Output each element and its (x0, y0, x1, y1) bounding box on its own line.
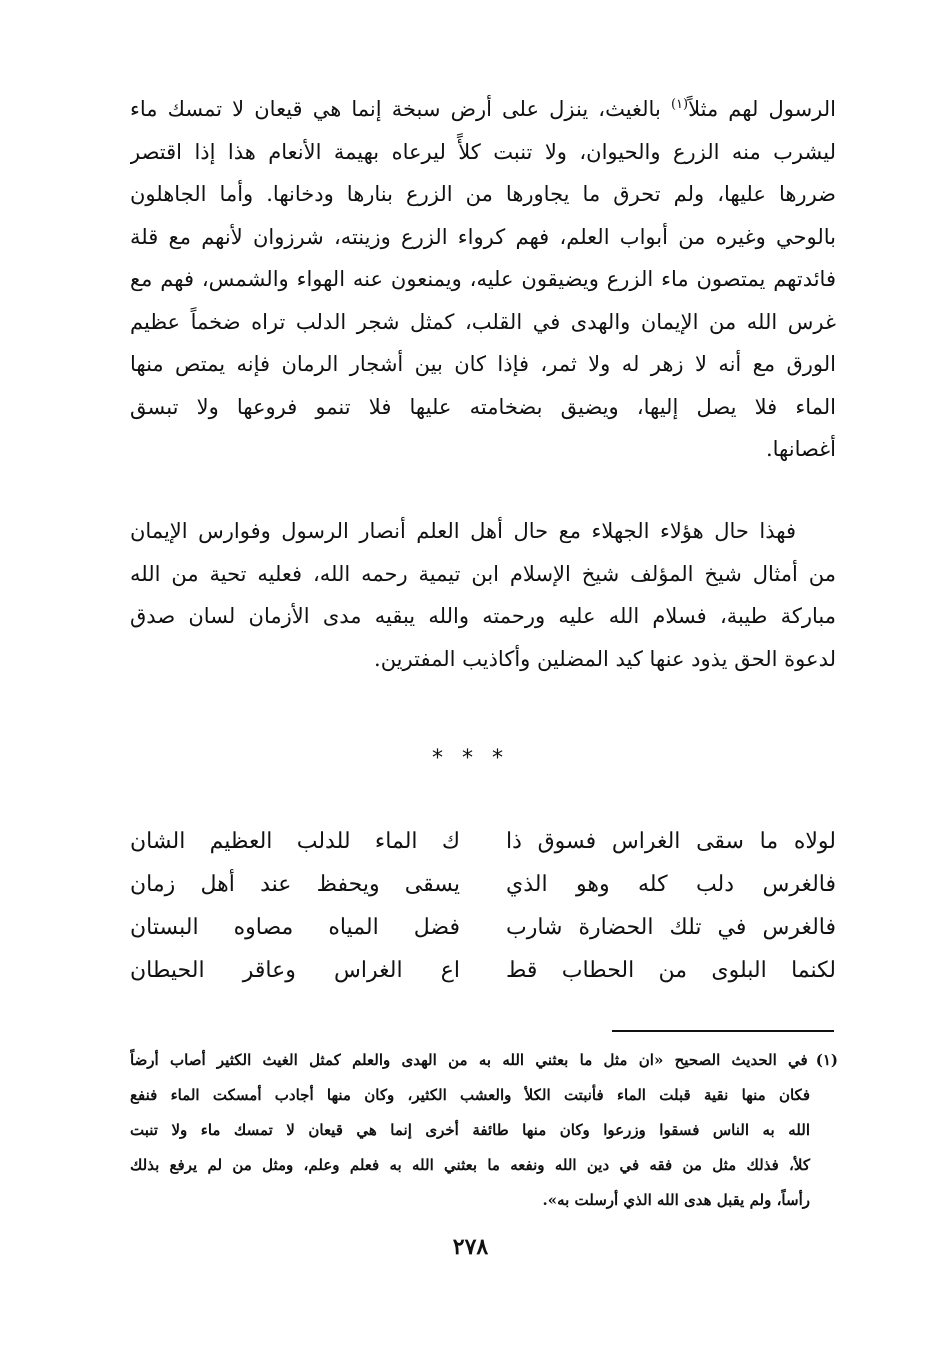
text-line: بالوحي وغيره من أبواب العلم، فهم كرواء الزرع وزينته، شرزوان لأنهم مع قلة (130, 224, 836, 249)
verse-first-hemistich: لولاه ما سقى الغراس فسوق ذا (506, 829, 836, 854)
footnote (130, 1043, 838, 1218)
text-line: الورق مع أنه لا زهر له ولا ثمر، فإذا كان بين أشجار الرمان فإنه يمتص منها (130, 352, 836, 376)
footnote-number: (١) (815, 1051, 838, 1069)
verse-second-hemistich: ك الماء للدلب العظيم الشان (130, 829, 460, 854)
verse-first-hemistich: فالغرس دلب كله وهو الذي (506, 872, 836, 897)
text-line: غرس الله من الإيمان والهدى في القلب، كمثل شجر الدلب تراه ضخماً عظيم (130, 309, 836, 334)
text-line: أغصانها. (765, 437, 836, 461)
footnote-marker: (١) (670, 97, 689, 112)
footnote-line: الله به الناس فسقوا وزرعوا وكان منها طائفة أخرى إنما هي قيعان لا تمسك ماء ولا تنبت (130, 1121, 810, 1139)
poem-verse (130, 906, 836, 949)
footnote-divider (612, 1030, 834, 1032)
poem-verse (130, 863, 836, 906)
verse-first-hemistich: فالغرس في تلك الحضارة شارب (506, 915, 836, 940)
footnote-line: كلأ، فذلك مثل من فقه في دين الله ونفعه ما بعثني الله به فعلم وعلم، ومثل من لم يرفع بذلك (130, 1156, 810, 1174)
poem-verse (130, 949, 836, 992)
footnote-line: فكان منها نقية قبلت الماء فأنبتت الكلأ والعشب الكثير، وكان منها أجادب أمسكت الماء فنفع (130, 1086, 810, 1104)
poem (130, 820, 836, 992)
text-line: الرسول لهم مثلاً$^{(١)}$ بالغيث، ينزل على أرض سبخة إنما هي قيعان لا تمسك ماء (130, 97, 836, 121)
verse-second-hemistich: اع الغراس وعاقر الحيطان (130, 958, 460, 983)
verse-second-hemistich: يسقى ويحفظ عند أهل زمان (130, 872, 460, 897)
text-line: مباركة طيبة، فسلام الله عليه ورحمته والله يبقيه مدى الأزمان لسان صدق (130, 604, 836, 628)
footnote-line: (١)في الحديث الصحيح «ان مثل ما بعثني الله به من الهدى والعلم كمثل الغيث الكثير أصاب أرضاً (130, 1051, 838, 1069)
text-line: لدعوة الحق يذود عنها كيد المضلين وأكاذيب المفترين. (374, 646, 836, 671)
verse-first-hemistich: لكنما البلوى من الحطاب قط (506, 958, 836, 983)
footnote-line: رأساً، ولم يقبل هدى الله الذي أرسلت به». (542, 1191, 810, 1209)
text-line: فائدتهم يمتصون ماء الزرع ويضيقون عليه، ويمنعون عنه الهواء والشمس، فهم مع (130, 267, 836, 291)
section-separator: * * * (432, 746, 509, 771)
text-line: فهذا حال هؤلاء الجهلاء مع حال أهل العلم أنصار الرسول وفوارس الإيمان (130, 519, 796, 543)
paragraph-1 (130, 88, 836, 471)
text-line: من أمثال شيخ المؤلف شيخ الإسلام ابن تيمية رحمه الله، فعليه تحية من الله (130, 561, 836, 586)
poem-verse (130, 820, 836, 863)
paragraph-2 (130, 510, 836, 680)
text-line: ليشرب منه الزرع والحيوان، ولا تنبت كلأً ليرعاه بهيمة الأنعام هذا إذا اقتصر (130, 139, 836, 164)
verse-second-hemistich: فضل المياه مصاوه البستان (130, 915, 460, 940)
page-number: ٢٧٨ (452, 1234, 489, 1260)
text-line: ضررها عليها، ولم تحرق ما يجاورها من الزرع بنارها ودخانها. وأما الجاهلون (130, 182, 836, 206)
text-line: الماء فلا يصل إليها، ويضيق بضخامته عليها فلا تنمو فروعها ولا تبسق (130, 394, 836, 419)
